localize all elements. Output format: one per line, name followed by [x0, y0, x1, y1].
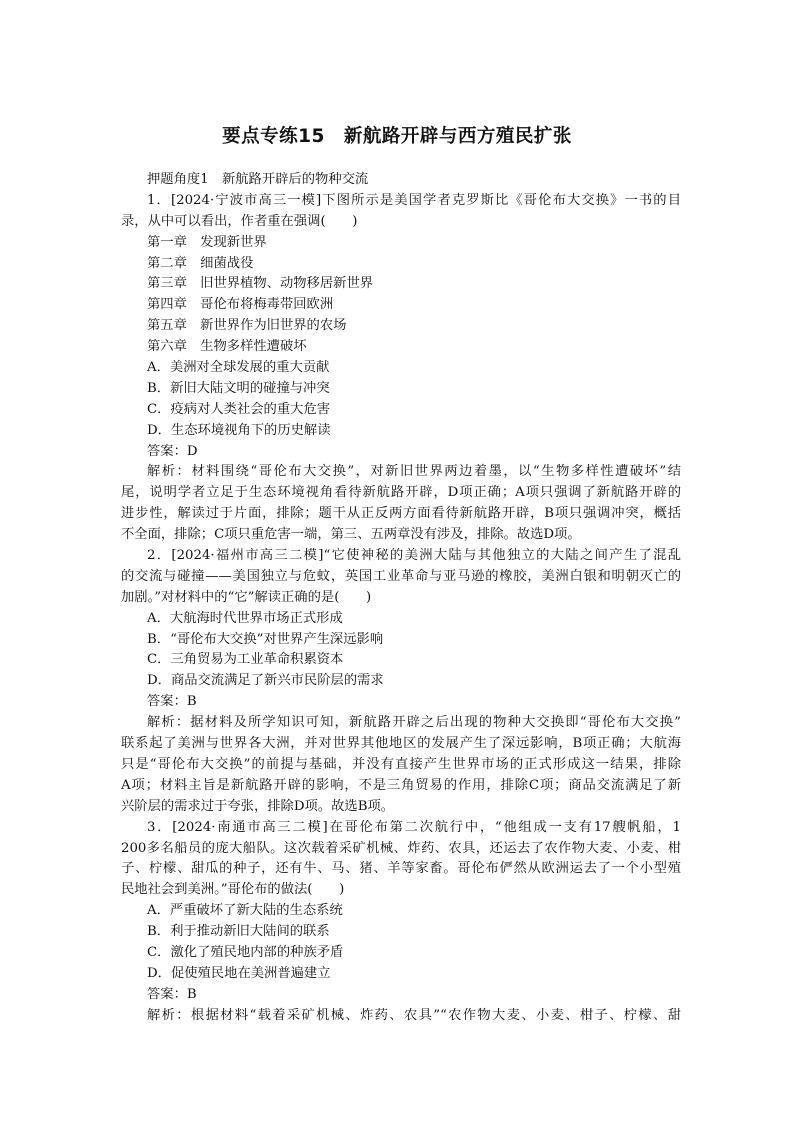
q2-answer: 答案：B — [147, 694, 197, 710]
q3-answer: 答案：B — [147, 986, 197, 1002]
q1-analysis-line: 进步性，解读过于片面，排除；题干从正反两方面看待新航路开辟，B项只强调冲突，概括 — [121, 506, 681, 522]
q1-option-d: D．生态环境视角下的历史解读 — [147, 422, 331, 438]
q2-stem-line: 的交流与碰撞——美国独立与危蚊，英国工业革命与亚马逊的橡胶，美洲白银和明朝灭亡的 — [121, 568, 681, 584]
q1-chapter: 第四章 哥伦布将梅毒带回欧洲 — [147, 297, 334, 313]
question-angle-heading: 押题角度1 新航路开辟后的物种交流 — [147, 172, 369, 187]
q2-analysis-line: 只是“哥伦布大交换”的前提与基础，并没有直接产生世界市场的正式形成这一结果，排除 — [121, 756, 681, 772]
q3-stem-line: 子、柠檬、甜瓜的种子，还有牛、马、猪、羊等家畜。哥伦布俨然从欧洲运去了一个小型殖 — [121, 861, 681, 877]
q3-stem-line: 3．[2024·南通市高三二模]在哥伦布第二次航行中，“他组成一支有17艘帆船，1 — [147, 819, 681, 835]
q1-analysis-line: 不全面，排除；C项只重危害一端，第三、五两章没有涉及，排除。故选D项。 — [121, 527, 581, 543]
q1-stem-line: 1．[2024·宁波市高三一模]下图所示是美国学者克罗斯比《哥伦布大交换》一书的目 — [147, 192, 681, 208]
q1-option-a: A．美洲对全球发展的重大贡献 — [147, 360, 330, 376]
q2-analysis-line: 兴阶层的需求过于夸张，排除D项。故选B项。 — [121, 798, 395, 814]
page-title: 要点专练15 新航路开辟与西方殖民扩张 — [222, 126, 572, 147]
q3-option-c: C．激化了殖民地内部的种族矛盾 — [147, 944, 344, 960]
q1-analysis-line: 尾，说明学者立足于生态环境视角看待新航路开辟，D项正确；A项只强调了新航路开辟的 — [121, 485, 681, 501]
q1-stem-line: 录，从中可以看出，作者重在强调( ) — [121, 213, 358, 229]
q2-option-c: C．三角贸易为工业革命积累资本 — [147, 652, 344, 668]
q2-analysis-line: 联系起了美洲与世界各大洲，并对世界其他地区的发展产生了深远影响，B项正确；大航海 — [121, 736, 681, 752]
q1-option-c: C．疫病对人类社会的重大危害 — [147, 401, 331, 417]
q3-option-d: D．促使殖民地在美洲普遍建立 — [147, 965, 331, 981]
q2-option-d: D．商品交流满足了新兴市民阶层的需求 — [147, 673, 384, 689]
q2-stem-line: 加剧。”对材料中的“它”解读正确的是( ) — [121, 589, 372, 605]
q2-option-b: B．“哥伦布大交换”对世界产生深远影响 — [147, 631, 384, 647]
q2-analysis-line: A项；材料主旨是新航路开辟的影响，不是三角贸易的作用，排除C项；商品交流满足了新 — [121, 777, 681, 793]
q1-chapter: 第六章 生物多样性遭破坏 — [147, 339, 307, 355]
q3-option-a: A．严重破坏了新大陆的生态系统 — [147, 903, 343, 919]
q1-chapter: 第一章 发现新世界 — [147, 234, 267, 250]
q2-option-a: A．大航海时代世界市场正式形成 — [147, 610, 343, 626]
q1-analysis-line: 解析：材料围绕“哥伦布大交换”，对新旧世界两边着墨，以“生物多样性遭破坏”结 — [147, 464, 681, 480]
q1-chapter: 第五章 新世界作为旧世界的农场 — [147, 318, 347, 334]
q2-stem-line: 2．[2024·福州市高三二模]“它使神秘的美洲大陆与其他独立的大陆之间产生了混乱 — [147, 548, 681, 564]
q1-option-b: B．新旧大陆文明的碰撞与冲突 — [147, 380, 330, 396]
q1-chapter: 第二章 细菌战役 — [147, 255, 254, 271]
q2-analysis-line: 解析：据材料及所学知识可知，新航路开辟之后出现的物种大交换即“哥伦布大交换” — [147, 715, 681, 731]
q3-stem-line: 民地社会到美洲。”哥伦布的做法( ) — [121, 882, 345, 898]
q3-stem-line: 200多名船员的庞大船队。这次载着采矿机械、炸药、农具，还运去了农作物大麦、小麦、柑 — [121, 840, 681, 856]
q3-option-b: B．利于推动新旧大陆间的联系 — [147, 924, 330, 940]
q1-chapter: 第三章 旧世界植物、动物移居新世界 — [147, 276, 374, 292]
q3-analysis-line: 解析：根据材料“载着采矿机械、炸药、农具”“农作物大麦、小麦、柑子、柠檬、甜 — [147, 1007, 681, 1023]
document-body — [121, 170, 681, 1027]
q1-answer: 答案：D — [147, 443, 198, 459]
